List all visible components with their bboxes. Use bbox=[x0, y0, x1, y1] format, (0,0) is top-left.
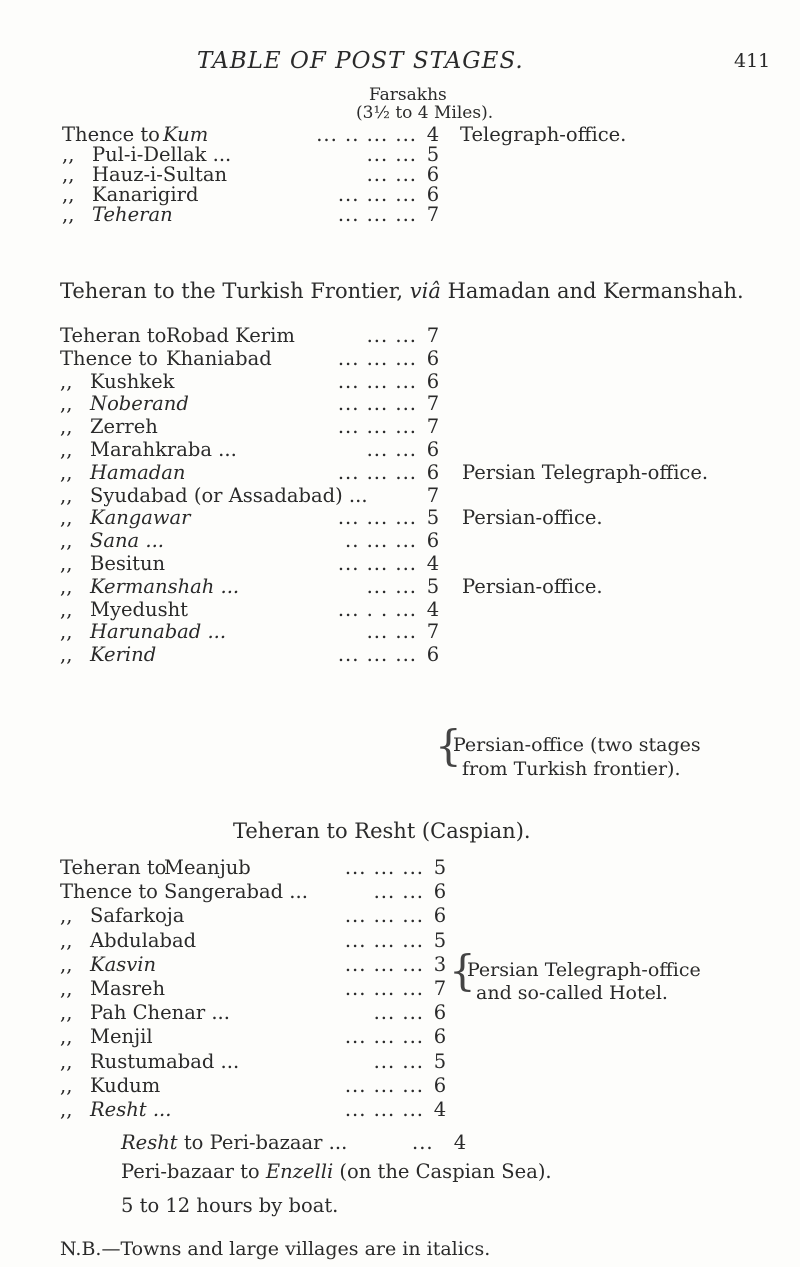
ditto-mark: ,, bbox=[60, 904, 73, 928]
stage-count: 6 bbox=[426, 643, 440, 667]
leader-dots: ... ... ... bbox=[344, 1098, 424, 1121]
leader-dots: ... ... bbox=[366, 163, 417, 186]
place-name: Teheran bbox=[92, 203, 173, 226]
brace-kasvin: { bbox=[449, 946, 476, 995]
page-title: TABLE OF POST STAGES. bbox=[197, 48, 524, 74]
stage-count: 6 bbox=[433, 880, 447, 904]
kasvin-note-line2: and so-called Hotel. bbox=[476, 982, 668, 1004]
stage-count: 6 bbox=[426, 460, 440, 484]
leader-dots: ... ... ... bbox=[337, 346, 417, 370]
leader-dots: ... .. ... ... bbox=[316, 123, 417, 146]
leader-dots: ... ... bbox=[366, 143, 417, 166]
leader-dots: ... ... ... bbox=[344, 856, 424, 879]
unit-header-label: Farsakhs bbox=[369, 85, 447, 105]
place-name: Myedusht bbox=[90, 597, 188, 621]
ditto-mark: ,, bbox=[60, 574, 73, 598]
section-title-turkish-frontier bbox=[60, 279, 744, 303]
place-name: Besitun bbox=[90, 552, 166, 575]
place-name: Syudabad (or Assadabad) ... bbox=[90, 483, 368, 507]
stage-count: 6 bbox=[426, 346, 440, 370]
row-lead: Thence to bbox=[62, 123, 160, 146]
ditto-mark: ,, bbox=[62, 183, 75, 206]
place-name: Kanarigird bbox=[92, 183, 199, 206]
place-name: Kangawar bbox=[90, 506, 191, 530]
stage-count: 6 bbox=[426, 183, 440, 206]
leader-dots: ... ... ... bbox=[337, 643, 417, 667]
leader-dots: ... ... ... bbox=[337, 183, 417, 206]
place-name: Pul-i-Dellak ... bbox=[92, 143, 232, 166]
leader-dots: ... ... bbox=[373, 1001, 424, 1025]
leader-dots: .. ... ... bbox=[345, 529, 417, 553]
office-note: Persian-office. bbox=[462, 574, 603, 598]
place-name: Kushkek bbox=[90, 369, 175, 393]
leader-dots: ... ... bbox=[366, 438, 417, 461]
stage-row bbox=[0, 1095, 800, 1125]
peri-pre: Peri-bazaar to bbox=[121, 1160, 266, 1183]
resht-to-peri-bazaar-row bbox=[0, 1128, 800, 1158]
brace-kerind: { bbox=[435, 721, 462, 770]
kasvin-note-line1: Persian Telegraph-office bbox=[467, 959, 701, 981]
leader-dots: ... ... ... bbox=[344, 928, 424, 952]
stage-count: 7 bbox=[426, 620, 440, 644]
office-note: Persian Telegraph-office. bbox=[462, 460, 709, 484]
ditto-mark: ,, bbox=[60, 1073, 73, 1097]
leader-dots: ... ... ... bbox=[337, 552, 417, 575]
ditto-mark: ,, bbox=[62, 203, 75, 226]
row-lead: Teheran to bbox=[60, 856, 167, 879]
place-name: Sana ... bbox=[90, 529, 164, 553]
place-name: Kum bbox=[163, 123, 209, 146]
leader-dots: ... ... bbox=[366, 620, 417, 644]
leader-dots: ... ... ... bbox=[344, 1073, 424, 1097]
ditto-mark: ,, bbox=[60, 620, 73, 644]
peri-bazaar-line bbox=[121, 1160, 552, 1183]
leader-dots: ... ... ... bbox=[344, 1025, 424, 1049]
resht-route: to Peri-bazaar ... bbox=[177, 1131, 348, 1154]
stage-count: 4 bbox=[426, 123, 440, 146]
leader-dots: ... ... ... bbox=[337, 506, 417, 530]
stage-count: 6 bbox=[426, 529, 440, 553]
ditto-mark: ,, bbox=[60, 483, 73, 507]
leader-dots: ... ... bbox=[373, 880, 424, 904]
stage-count: 5 bbox=[426, 143, 440, 166]
stage-count: 5 bbox=[426, 506, 440, 530]
stage-count: 6 bbox=[433, 904, 447, 928]
ditto-mark: ,, bbox=[60, 1001, 73, 1025]
place-name: Noberand bbox=[90, 392, 189, 416]
ditto-mark: ,, bbox=[60, 506, 73, 530]
ditto-mark: ,, bbox=[60, 552, 73, 575]
leader-dots: ... ... bbox=[366, 324, 417, 347]
stage-count: 6 bbox=[426, 438, 440, 461]
stage-count: 4 bbox=[426, 552, 440, 575]
leader-dots: ... ... ... bbox=[337, 392, 417, 416]
stage-row bbox=[0, 640, 800, 670]
place-name: Zerreh bbox=[90, 415, 158, 439]
place-name: Kasvin bbox=[90, 952, 157, 976]
row-lead: Teheran to bbox=[60, 324, 167, 347]
ditto-mark: ,, bbox=[60, 597, 73, 621]
leader-dots: ... ... ... bbox=[344, 904, 424, 928]
stage-count: 4 bbox=[426, 597, 440, 621]
place-name: Resht ... bbox=[90, 1098, 172, 1121]
leader-dots: ... ... ... bbox=[344, 952, 424, 976]
page-number: 411 bbox=[734, 50, 771, 72]
stage-row bbox=[0, 200, 800, 230]
place-name: Pah Chenar ... bbox=[90, 1001, 230, 1025]
kerind-note-line2: from Turkish frontier). bbox=[462, 758, 681, 780]
resht-dots: ... bbox=[412, 1131, 434, 1154]
ditto-mark: ,, bbox=[60, 369, 73, 393]
section-title-via: viâ bbox=[409, 279, 441, 303]
place-name: Hauz-i-Sultan bbox=[92, 163, 228, 186]
ditto-mark: ,, bbox=[60, 977, 73, 1000]
leader-dots: ... ... ... bbox=[344, 977, 424, 1000]
place-name: Masreh bbox=[90, 977, 166, 1000]
ditto-mark: ,, bbox=[60, 928, 73, 952]
leader-dots: ... . . ... bbox=[337, 597, 417, 621]
place-name: Khaniabad bbox=[166, 346, 272, 370]
ditto-mark: ,, bbox=[60, 1025, 73, 1049]
stage-count: 7 bbox=[426, 324, 440, 347]
office-note: Persian-office. bbox=[462, 506, 603, 530]
place-name: Meanjub bbox=[164, 856, 251, 879]
ditto-mark: ,, bbox=[60, 643, 73, 667]
row-lead: Thence to bbox=[60, 346, 158, 370]
stage-count: 7 bbox=[426, 483, 440, 507]
place-name: Safarkoja bbox=[90, 904, 185, 928]
footnote: N.B.—Towns and large villages are in italics. bbox=[60, 1238, 491, 1260]
place-name: Harunabad ... bbox=[90, 620, 227, 644]
ditto-mark: ,, bbox=[60, 952, 73, 976]
place-name: Robad Kerim bbox=[166, 324, 295, 347]
ditto-mark: ,, bbox=[60, 529, 73, 553]
leader-dots: ... ... bbox=[373, 1049, 424, 1073]
resht-place: Resht bbox=[121, 1131, 178, 1154]
place-name: Kudum bbox=[90, 1073, 161, 1097]
place-name: Sangerabad ... bbox=[164, 880, 308, 904]
peri-enzelli: Enzelli bbox=[265, 1160, 334, 1183]
stage-count: 7 bbox=[433, 977, 447, 1000]
ditto-mark: ,, bbox=[60, 415, 73, 439]
stage-count: 5 bbox=[433, 928, 447, 952]
stage-count: 5 bbox=[426, 574, 440, 598]
stage-count: 6 bbox=[426, 369, 440, 393]
stage-count: 7 bbox=[426, 203, 440, 226]
office-note: Telegraph-office. bbox=[460, 123, 627, 146]
ditto-mark: ,, bbox=[60, 438, 73, 461]
boat-line bbox=[121, 1196, 338, 1216]
section-title-part: Teheran to the Turkish Frontier, bbox=[60, 279, 410, 303]
section-title-part: Hamadan and Kermanshah. bbox=[440, 279, 744, 303]
place-name: Kerind bbox=[90, 643, 157, 667]
ditto-mark: ,, bbox=[60, 1049, 73, 1073]
place-name: Hamadan bbox=[90, 460, 186, 484]
leader-dots: ... ... ... bbox=[337, 203, 417, 226]
section-title-resht: Teheran to Resht (Caspian). bbox=[233, 819, 531, 843]
stage-count: 7 bbox=[426, 392, 440, 416]
place-name: Marahkraba ... bbox=[90, 438, 237, 461]
ditto-mark: ,, bbox=[60, 1098, 73, 1121]
place-name: Abdulabad bbox=[90, 928, 197, 952]
leader-dots: ... ... ... bbox=[337, 460, 417, 484]
stage-count: 4 bbox=[433, 1098, 447, 1121]
leader-dots: ... ... ... bbox=[337, 369, 417, 393]
ditto-mark: ,, bbox=[60, 460, 73, 484]
stage-count: 6 bbox=[433, 1073, 447, 1097]
boat-line-text: 5 to 12 hours by boat. bbox=[121, 1194, 339, 1217]
leader-dots: ... ... bbox=[366, 574, 417, 598]
kerind-note-line1: Persian-office (two stages bbox=[453, 734, 701, 756]
stage-count: 6 bbox=[426, 163, 440, 186]
place-name: Kermanshah ... bbox=[90, 574, 240, 598]
peri-post: (on the Caspian Sea). bbox=[333, 1160, 552, 1183]
stage-count: 5 bbox=[433, 856, 447, 879]
stage-count: 5 bbox=[433, 1049, 447, 1073]
stage-count: 7 bbox=[426, 415, 440, 439]
place-name: Rustumabad ... bbox=[90, 1049, 240, 1073]
ditto-mark: ,, bbox=[62, 163, 75, 186]
ditto-mark: ,, bbox=[62, 143, 75, 166]
ditto-mark: ,, bbox=[60, 392, 73, 416]
resht-stage-count: 4 bbox=[453, 1131, 467, 1154]
stage-count: 3 bbox=[433, 952, 447, 976]
stage-count: 6 bbox=[433, 1001, 447, 1025]
place-name: Menjil bbox=[90, 1025, 153, 1049]
leader-dots: ... ... ... bbox=[337, 415, 417, 439]
row-lead: Thence to bbox=[60, 880, 158, 904]
unit-header-range: (3½ to 4 Miles). bbox=[356, 103, 494, 123]
stage-count: 6 bbox=[433, 1025, 447, 1049]
